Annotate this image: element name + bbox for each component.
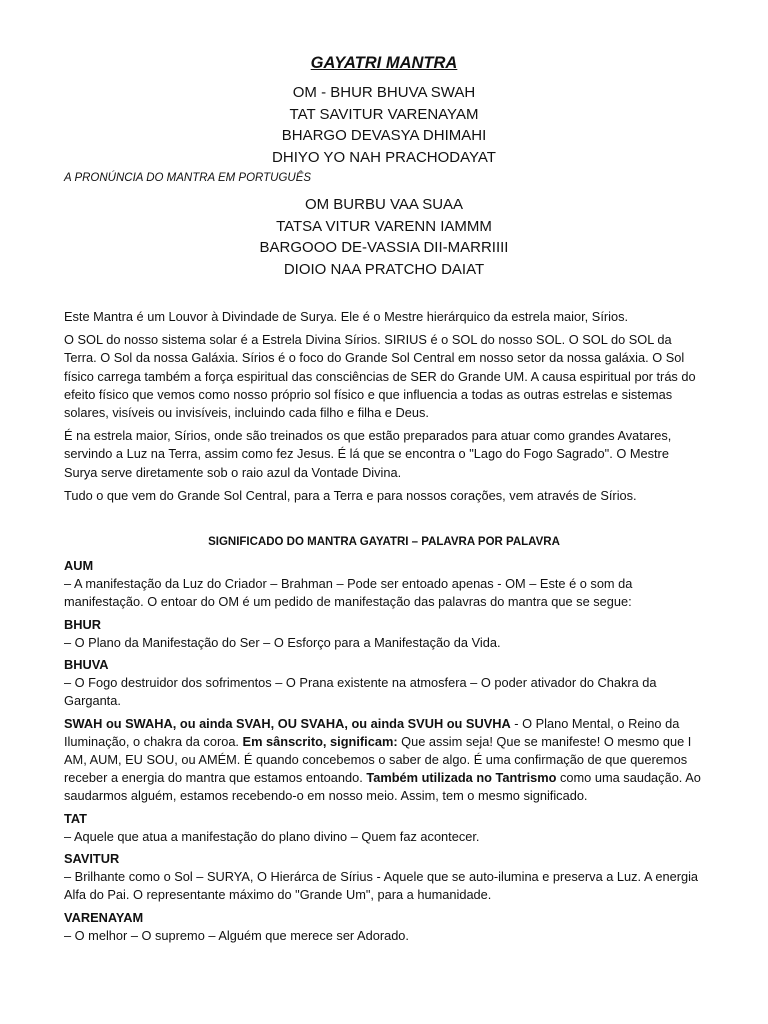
term-text: como uma saudação. Ao saudarmos alguém, estamos recebendo-o em nosso meio. Assim, tem o mesmo significado.: [64, 770, 701, 804]
mantra-block: [0, 82, 768, 168]
page-title: GAYATRI MANTRA: [310, 54, 458, 72]
paragraph: É na estrela maior, Sírios, onde são treinados os que estão preparados para atuar como grandes Avatares, servindo a Luz na Terra, assim como fez Jesus. É lá que se encontra o "Lago do Fogo Sagrado". O Mestre Surya serve diretamente sob o raio azul da Vontade Divina.: [64, 428, 672, 480]
pronunciation-line: BARGOOO DE-VASSIA DII-MARRIIII: [259, 239, 509, 256]
meaning-section-title: SIGNIFICADO DO MANTRA GAYATRI – PALAVRA POR PALAVRA: [208, 536, 560, 548]
term-text: – O Plano da Manifestação do Ser – O Esforço para a Manifestação da Vida.: [64, 634, 501, 650]
term-name: SAVITUR: [64, 851, 120, 867]
term-emphasis: Também utilizada no Tantrismo: [366, 770, 557, 786]
term-entry: [64, 909, 704, 945]
mantra-line: BHARGO DEVASYA DHIMAHI: [281, 127, 487, 144]
term-entry: [64, 656, 704, 711]
pronunciation-line: OM BURBU VAA SUAA: [304, 196, 464, 213]
mantra-line: DHIYO YO NAH PRACHODAYAT: [272, 148, 496, 166]
pronunciation-line: DIOIO NAA PRATCHO DAIAT: [283, 260, 485, 278]
term-entry: [64, 557, 704, 612]
pronunciation-label: A PRONÚNCIA DO MANTRA EM PORTUGUÊS: [64, 172, 312, 184]
term-text: – Aquele que atua a manifestação do plano divino – Quem faz acontecer.: [64, 828, 480, 844]
term-name: BHUR: [64, 616, 101, 632]
term-name: AUM: [64, 558, 94, 573]
term-text: – A manifestação da Luz do Criador – Brahman – Pode ser entoado apenas - OM – Este é o som da manifestação. O entoar do OM é um pedido de manifestação das palavras do mantra que se segue:: [64, 576, 633, 610]
mantra-line: OM - BHUR BHUVA SWAH: [292, 84, 476, 101]
term-entry: [64, 616, 704, 652]
paragraph: Tudo o que vem do Grande Sol Central, para a Terra e para nossos corações, vem através de Sírios.: [64, 487, 637, 503]
term-text: – Brilhante como o Sol – SURYA, O Hierárca de Sírius - Aquele que se auto-ilumina e preserva a Luz. A energia Alfa do Pai. O representante máximo do "Grande Um", para a humanidade.: [64, 869, 699, 903]
meaning-terms: [64, 557, 704, 949]
term-emphasis: Em sânscrito, significam:: [242, 733, 398, 749]
term-text: - O Plano Mental, o Reino da Iluminação, o chakra da coroa.: [64, 715, 680, 749]
term-entry: [64, 850, 704, 905]
paragraph: Este Mantra é um Louvor à Divindade de Surya. Ele é o Mestre hierárquico da estrela maior, Sírios.: [64, 309, 629, 324]
term-text: Que assim seja! Que se manifeste! O mesmo que I AM, AUM, EU SOU, ou AMÉM. É quando concebemos o saber de algo. É uma confirmação de que queremos receber a energia do mantra que estamos entoando.: [64, 733, 692, 786]
term-text: – O melhor – O supremo – Alguém que merece ser Adorado.: [64, 927, 409, 943]
mantra-line: TAT SAVITUR VARENAYAM: [289, 105, 479, 123]
term-text: – O Fogo destruidor dos sofrimentos – O Prana existente na atmosfera – O poder ativador do Chakra da Garganta.: [64, 675, 657, 709]
term-name: TAT: [64, 810, 87, 826]
term-name: VARENAYAM: [64, 909, 144, 925]
term-name: SWAH ou SWAHA, ou ainda SVAH, OU SVAHA, ou ainda SVUH ou SUVHA: [64, 715, 511, 731]
term-entry-swah: [64, 715, 704, 806]
term-entry: [64, 810, 704, 846]
pronunciation-line: TATSA VITUR VARENN IAMMM: [276, 217, 492, 235]
paragraph: O SOL do nosso sistema solar é a Estrela Divina Sírios. SIRIUS é o SOL do nosso SOL. O SOL do SOL da Terra. O Sol da nossa Galáxia. Sírios é o foco do Grande Sol Central em nosso setor da nossa galáxia. O Sol físico carrega também a força espiritual das consciências de SER do Grande UM. A causa espiritual por trás do efeito físico que vemos como nosso próprio sol físico e que influencia a todas as outras estrelas e sistemas solares, visíveis ou invisíveis, incluindo cada filho e filha e Deus.: [64, 332, 696, 421]
term-name: BHUVA: [64, 657, 109, 673]
intro-text: [64, 308, 704, 510]
pronunciation-block: [0, 194, 768, 280]
